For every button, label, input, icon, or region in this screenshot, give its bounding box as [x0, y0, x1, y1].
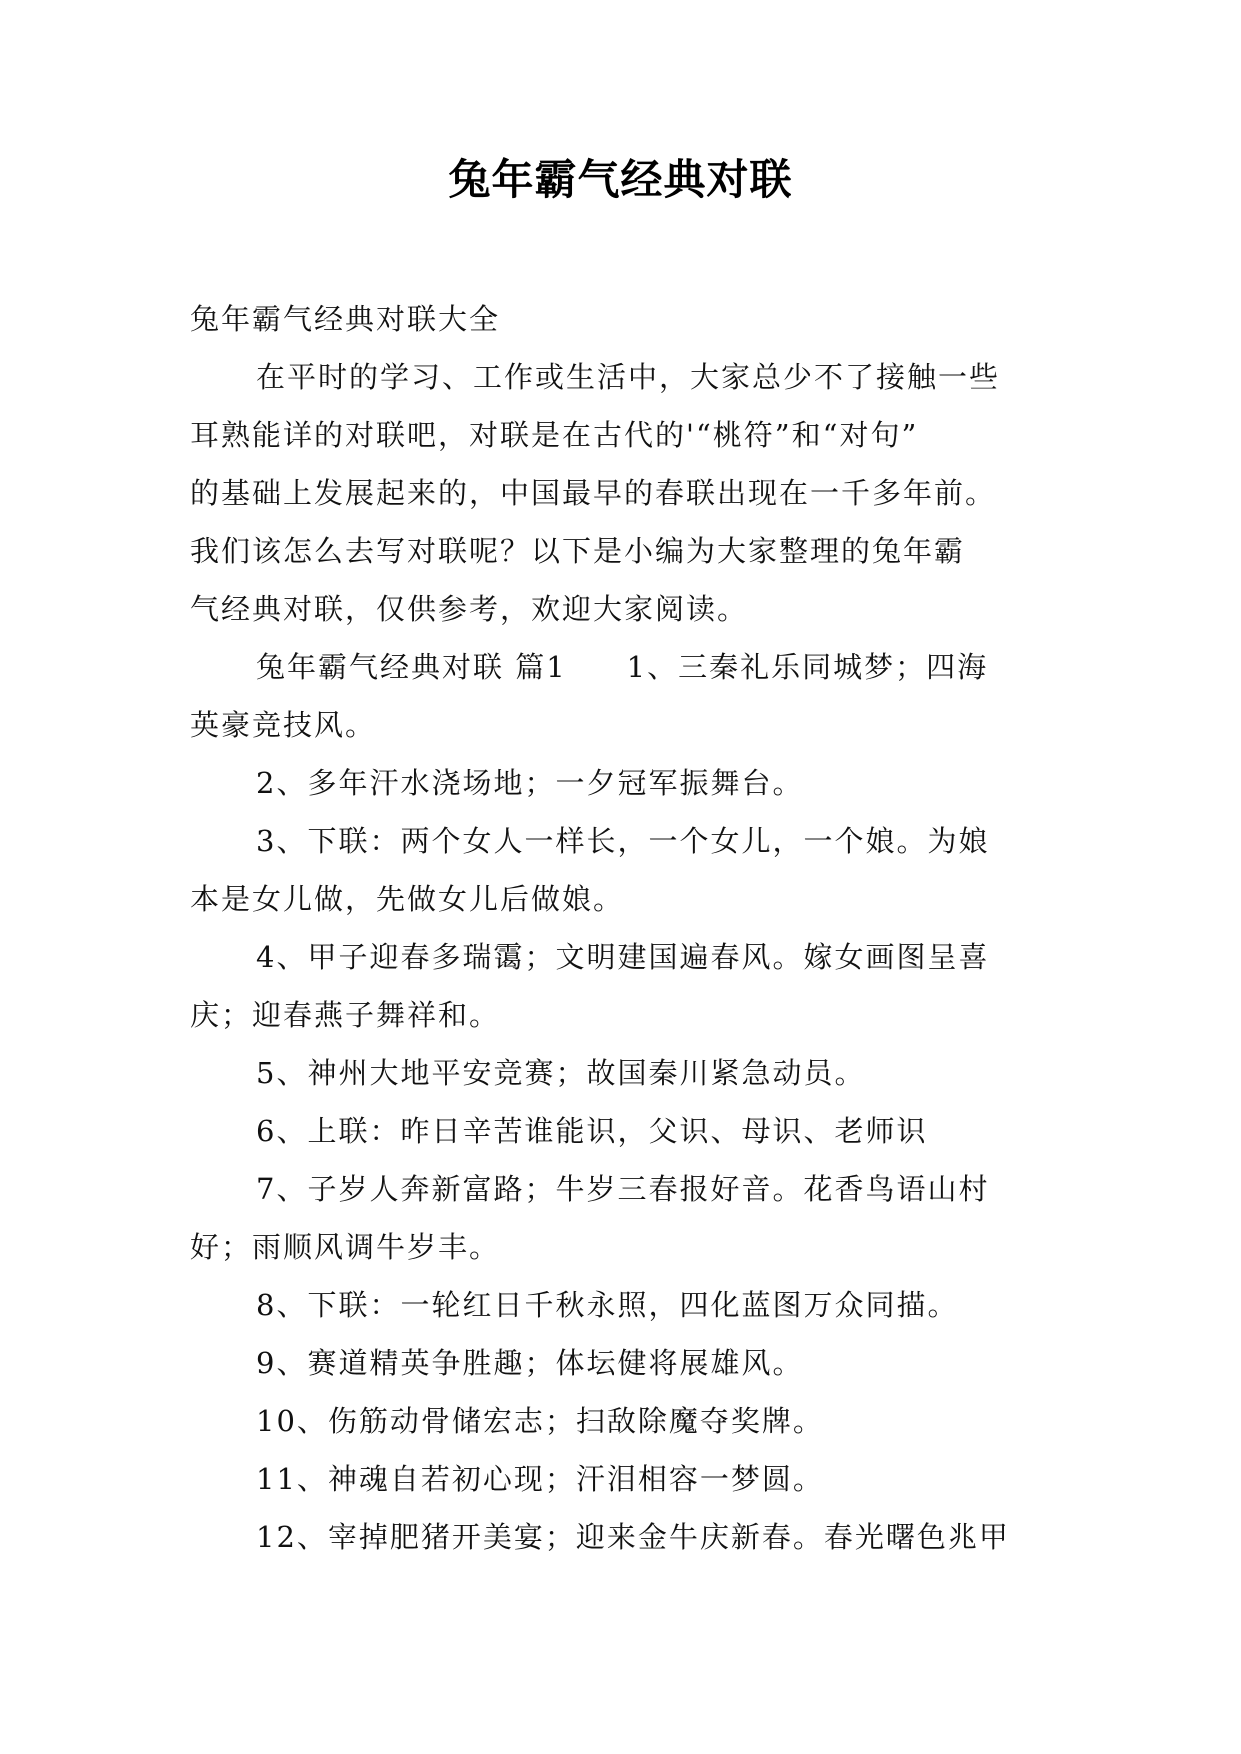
couplet-item: 7、子岁人奔新富路；牛岁三春报好音。花香鸟语山村: [256, 1172, 990, 1206]
paragraph-line: 英豪竞技风。: [190, 708, 377, 742]
paragraph-line: 庆；迎春燕子舞祥和。: [190, 998, 501, 1032]
subtitle-line: 兔年霸气经典对联大全: [190, 302, 501, 336]
section-heading-line: [190, 638, 1070, 696]
couplet-item: 12、宰掉肥猪开美宴；迎来金牛庆新春。春光曙色兆甲: [256, 1520, 1010, 1554]
paragraph-line: 好；雨顺风调牛岁丰。: [190, 1230, 501, 1264]
couplet-item: 2、多年汗水浇场地；一夕冠军振舞台。: [256, 766, 804, 800]
paragraph-line: 本是女儿做，先做女儿后做娘。: [190, 882, 625, 916]
couplet-item: 5、神州大地平安竞赛；故国秦川紧急动员。: [256, 1056, 866, 1090]
couplet-item: 6、上联：昨日辛苦谁能识，父识、母识、老师识: [256, 1114, 928, 1148]
paragraph-line: 气经典对联，仅供参考，欢迎大家阅读。: [190, 592, 749, 626]
couplet-item: 9、赛道精英争胜趣；体坛健将展雄风。: [256, 1346, 804, 1380]
paragraph-line: 的基础上发展起来的，中国最早的春联出现在一千多年前。: [190, 476, 997, 510]
section-heading: 兔年霸气经典对联 篇1: [256, 650, 567, 684]
couplet-item: 11、神魂自若初心现；汗泪相容一梦圆。: [256, 1462, 824, 1496]
couplet-item: 4、甲子迎春多瑞霭；文明建国遍春风。嫁女画图呈喜: [256, 940, 990, 974]
paragraph-line: 耳熟能详的对联吧，对联是在古代的'“桃符”和“对句”: [190, 418, 919, 452]
paragraph-line: 我们该怎么去写对联呢？以下是小编为大家整理的兔年霸: [190, 534, 966, 568]
couplet-item: 8、下联：一轮红日千秋永照，四化蓝图万众同描。: [256, 1288, 959, 1322]
document-body: [190, 290, 1070, 1566]
paragraph-line: 在平时的学习、工作或生活中，大家总少不了接触一些: [256, 360, 1001, 394]
document-title: 兔年霸气经典对联: [448, 155, 793, 204]
couplet-item: 1、三秦礼乐同城梦；四海: [626, 650, 989, 684]
couplet-item: 10、伤筋动骨储宏志；扫敌除魔夺奖牌。: [256, 1404, 824, 1438]
couplet-item: 3、下联：两个女人一样长，一个女儿，一个娘。为娘: [256, 824, 990, 858]
